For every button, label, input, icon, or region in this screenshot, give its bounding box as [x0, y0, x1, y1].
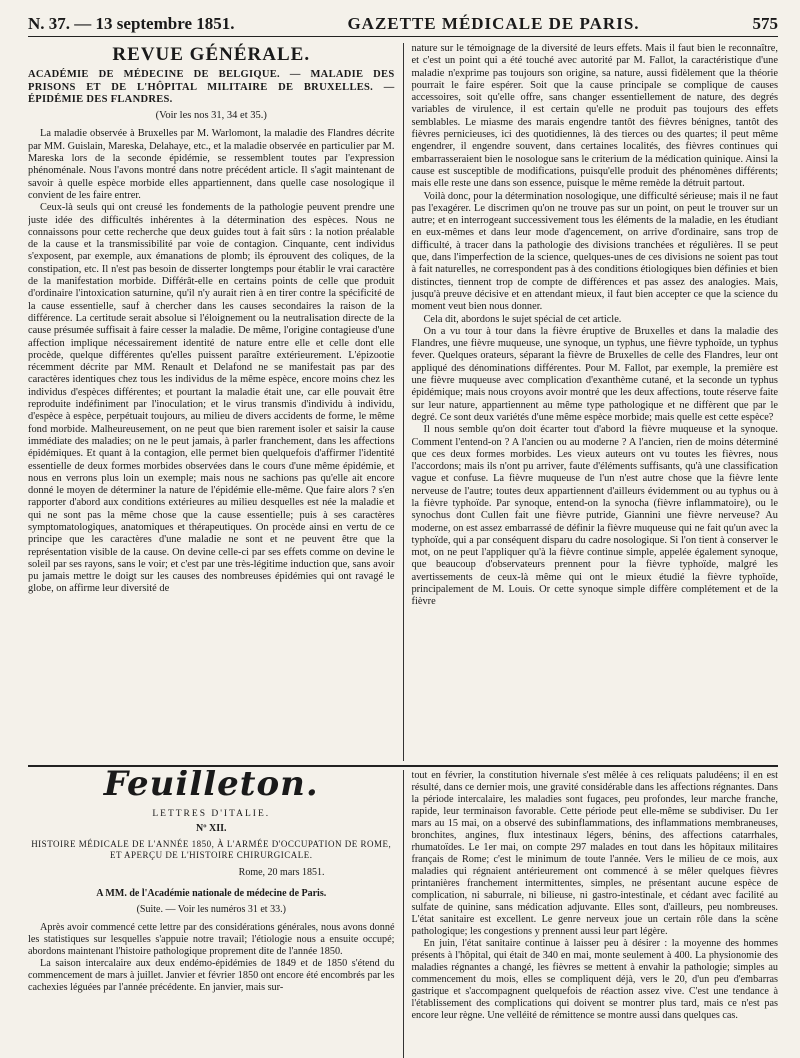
paragraph: La maladie observée à Bruxelles par M. Warlomont, la maladie des Flandres décrite par MM. Guislain, Mareska, Delahaye, etc., et la maladie observée en particulier par M. Mareska lors de la seconde épidémie, se ressemblent toutes par l'expression phénoménale. Nous l'avons montré dans notre précédent article. Il s'agit maintenant de savoir à quelle espèce morbide elles appartiennent, dans quelle case nosologique il convient de les faire entrer. [28, 128, 395, 201]
section-divider [28, 765, 778, 767]
page-header [28, 8, 778, 37]
feuilleton-adresse: A MM. de l'Académie nationale de médecine de Paris. [96, 888, 327, 899]
paragraph: nature sur le témoignage de la diversité de leurs effets. Mais il faut bien le reconnaître, et c'est un point qui a été touché avec autorité par M. Fallot, la caractéristique d'une maladie n'exprime pas toujours son origine, sa nature, aussi fidèlement que la théorie pourrait le faire espérer. Soit que la cause principale se complique de causes accessoires, soit qu'elle offre, sans changer essentiellement de nature, des degrés variables de virulence, il est certain qu'elle ne produit pas toujours des effets semblables. Le miasme des marais engendre tantôt des fièvres bénignes, tantôt des fièvres pernicieuses, ici des quotidiennes, là des tierces ou des quartes; il peut même engendrer, il engendre souvent, dans certaines localités, des fièvres continues qui embarrasseraient bien le nosologue sans le criterium de la médication quinique. Ainsi la cause est susceptible de modifications, puisqu'elle produit des phénomènes différents; mais elle reste une dans son essence, puisque le même remède la détruit partout. [411, 43, 778, 190]
revue-right-column [411, 43, 778, 761]
page-number: 575 [752, 14, 778, 33]
paragraph: Il nous semble qu'on doit écarter tout d'abord la fièvre muqueuse et la synoque. Comment l'entend-on ? A l'ancien ou au moderne ? A l'ancien, rien de moins déterminé que ces deux formes morbides. Les vieux auteurs ont vu toutes les fièvres, nous l'accordons; mais ils n'ont pu arriver, faute d'éléments suffisants, qu'à une classification vague et confuse. La fièvre muqueuse de l'un n'est autre chose que la fièvre lente nerveuse de l'autre; toutes deux appartiennent d'ailleurs évidemment ou au typhus ou à la fièvre typhoïde. Par synoque, entend-on la synocha (fièvre inflammatoire), ou le synochus dont Cullen fait une fièvre putride, Giannini une fièvre nerveuse? Au moderne, on est assez embarrassé de définir la fièvre muqueuse qui ne fait qu'un avec la typhoïde, qui a par conséquent disparu du cadre nosologique. Si l'on tient à conserver le mot, on ne peut l'appliquer qu'à la fièvre continue simple, appelée également synoque, que beaucoup d'observateurs prennent pour la fièvre typhoïde, malgré les avertissements de ceux-là même qui ont le mieux étudié la fièvre typhoïde, principalement de M. Louis. Or cette synoque simple diffère complétement et de la fièvre [411, 424, 778, 608]
column-rule [403, 43, 404, 761]
feuilleton-numero: Nº XII. [195, 823, 227, 834]
feuilleton-lettres: LETTRES D'ITALIE. [152, 809, 271, 819]
paragraph: La saison intercalaire aux deux endémo-épidémies de 1849 et de 1850 s'étend du commencement de mars à juillet. Janvier et février 1850 ont encore été encombrés par les cachexies léguées par l'année précédente. En janvier, mais sur- [28, 958, 395, 993]
paragraph: tout en février, la constitution hivernale s'est mêlée à ces reliquats paludéens; il en est résulté, dans ce dernier mois, une gravité considérable dans les affections régnantes. Dans la période intercalaire, les maladies sont fugaces, peu profondes, leur marche franche, rapide, leur terminaison favorable. Cette période peut elle-même se subdiviser. Du 1er mars au 15 mai, on a observé des subinflammations, des inflammations membraneuses, bronchites, angines, flux intestinaux légers, bénins, des affections catarrhales, rhumatoïdes. Le 1er mai, on compte 297 malades en tout dans les hôpitaux militaires français de Rome; c'est le minimum de toute l'année. Vers le milieu de ce mois, aux maladies qui régnaient antérieurement ont commencé à se mêler quelques fièvres printanières franchement intermittentes, simples, ne présentant aucune espèce de complication, ni saburrale, ni bilieuse, ni gastro-intestinale, et cédant avec facilité au sulfate de quinine, sans médication adjuvante. Elles sont, d'ailleurs, peu nombreuses. L'état sanitaire est excellent. Le genre nerveux joue un certain rôle dans la scène pathologique; les congestions y prennent aussi leur part légère. [411, 770, 778, 937]
paragraph: Cela dit, abordons le sujet spécial de cet article. [423, 313, 622, 325]
feuilleton-histoire: HISTOIRE MÉDICALE DE L'ANNÉE 1850, À L'ARMÉE D'OCCUPATION DE ROME, ET APERÇU DE L'HISTOIRE CHIRURGICALE. [31, 839, 392, 860]
journal-title: GAZETTE MÉDICALE DE PARIS. [347, 14, 640, 33]
paragraph: Ceux-là seuls qui ont creusé les fondements de la pathologie peuvent prendre une juste idée des difficultés inhérentes à la détermination des espèces. Nous ne connaissons pour cette recherche que deux guides tout à fait sûrs : la notion préalable de la cause et la transmissibilité par voie de contagion. Cinquante, cent individus s'exposent, par exemple, aux émanations de plomb; ils éprouvent des coliques, de la constipation, etc. Il n'est pas besoin de disserter longtemps pour établir le vrai caractère de la manifestation morbide. Différât-elle en certains points de celle que produit d'ordinaire l'intoxication saturnine, qu'il n'y aurait rien à en tirer contre la spécificité de la cause essentielle, sauf à chercher dans les causes secondaires la raison de la différence. La certitude serait absolue si l'éloignement ou la neutralisation directe de la cause présumée suffisait à faire cesser la maladie. De même, l'origine contagieuse d'une affection implique nécessairement identité de nature entre elle et celle dont elle procède, quelque différentes qu'elles puissent paraître extérieurement. L'épizootie récemment décrite par MM. Renault et Delafond ne se manifestait pas par des caractères identiques chez tous les individus de la même espèce, encore moins chez les individus d'espèces différentes; et pourtant la maladie était une, car elle pouvait être reproduite indéfiniment par l'inoculation; et le virus transmis d'individu à individu, d'espèce à espèce, perpétuait toujours, au milieu de divers accidents de forme, le même fond morbide. Malheureusement, on ne peut que bien rarement isoler et saisir la cause immédiate des maladies; on ne le peut jamais, à parler franchement, dans les affections épidémiques. Et quant à la contagion, elle permet bien quelquefois d'affirmer l'identité essentielle de deux formes morbides observées dans le cours d'une même épidémie, et nous en verrons plus loin un exemple; mais nous ne sachions pas qu'elle ait encore donné le moyen de déterminer la nature de l'épidémie elle-même. Que faire alors ? s'en rapporter d'abord aux conditions extérieures au milieu desquelles est née la maladie et qui ne sont pas la même chose que la cause essentielle; puis à ses caractères symptomatologiques, anatomiques et thérapeutiques. On procède ainsi en vertu de ce principe que les caractères d'une maladie ne sont et ne peuvent être que la représentation visible de la cause. On devine celle-ci par ses effets comme on devine le soleil par ses rayons, sans le voir; et c'est par une très-légitime induction que, sans avoir pu jamais mettre le doigt sur les causes des nombreuses épidémies qui ont ravagé le globe, on affirme leur diversité de [28, 202, 395, 595]
paragraph: On a vu tour à tour dans la fièvre éruptive de Bruxelles et dans la maladie des Flandres, une fièvre muqueuse, une synoque, un typhus, une fièvre typhoïde, un typhus fever. Quelques orateurs, séparant la fièvre de Bruxelles de celle des Flandres, leur ont appliqué des dénominations différentes. Pour M. Fallot, par exemple, la première est une fièvre muqueuse avec complication d'exanthème cutané, et la seconde un typhus épidémique; mais nous croyons avoir montré que les deux affections, toute réserve faite sur leur nature, appartiennent au même type pathologique et ne diffèrent que par le degré. Ce sont deux variétés d'une même espèce morbide; mais quelle est cette espèce? [411, 325, 778, 423]
issue-date: N. 37. — 13 septembre 1851. [28, 14, 235, 33]
feuilleton-right-column [411, 770, 778, 1058]
feuilleton-suite: (Suite. — Voir les numéros 31 et 33.) [136, 904, 286, 915]
feuilleton-section [28, 770, 778, 1058]
revue-title: REVUE GÉNÉRALE. [112, 44, 311, 65]
paragraph: En juin, l'état sanitaire continue à laisser peu à désirer : la moyenne des hommes présents à l'hôpital, qui était de 340 en mai, monte seulement à 400. La physionomie des maladies régnantes a changé, les fièvres se mettent à envahir la pathologie; simples au commencement du mois, elles se compliquent déjà, vers le 20, d'un peu d'embarras gastrique et s'accompagnent quelquefois de réaction assez vive. C'est une tendance à l'établissement des complications qui doivent se montrer plus tard, mais ce n'est pas encore leur règne. Une velléité de rémittence se montre aussi dans quelques cas. [411, 938, 778, 1021]
feuilleton-dateline: Rome, 20 mars 1851. [238, 867, 325, 878]
paragraph: Voilà donc, pour la détermination nosologique, une difficulté sérieuse; mais il ne faut pas l'exagérer. Le discrimen qu'on ne trouve pas sur un point, on peut le trouver sur un autre; et en interrogeant successivement tous les éléments de la maladie, en les étudiant en eux-mêmes et dans leur mode d'agencement, on arrive d'ordinaire, sans trop de difficulté, à tracer dans la pathologie des divisions tranchées et régulières. Il se peut que, dans l'imperfection de la science, quelques-unes de ces divisions ne soient pas tout à fait naturelles, ne correspondent pas à des conditions étiologiques bien définies et bien distinctes, tiennent trop de compte de différences et pas assez des analogies. Mais, jusqu'à preuve décisive et en attendant mieux, il faut bien accepter ce que la science du moment veut bien nous donner. [411, 190, 778, 313]
revue-section [28, 43, 778, 761]
feuilleton-title: Feuilleton. [103, 770, 319, 804]
revue-voir: (Voir les nos 31, 34 et 35.) [155, 110, 267, 122]
column-rule [403, 770, 404, 1058]
revue-subtitle: ACADÉMIE DE MÉDECINE DE BELGIQUE. — MALADIE DES PRISONS ET DE L'HÔPITAL MILITAIRE DE BRUXELLES. — ÉPIDÉMIE DES FLANDRES. [28, 69, 395, 105]
revue-left-column [28, 43, 395, 761]
feuilleton-left-column [28, 770, 395, 1058]
paragraph: Après avoir commencé cette lettre par des considérations générales, nous avons donné les statistiques sur lesquelles s'appuie notre travail; l'étiologie nous a ensuite occupé; abordons maintenant l'histoire pathologique proprement dite de l'année 1850. [28, 922, 395, 957]
